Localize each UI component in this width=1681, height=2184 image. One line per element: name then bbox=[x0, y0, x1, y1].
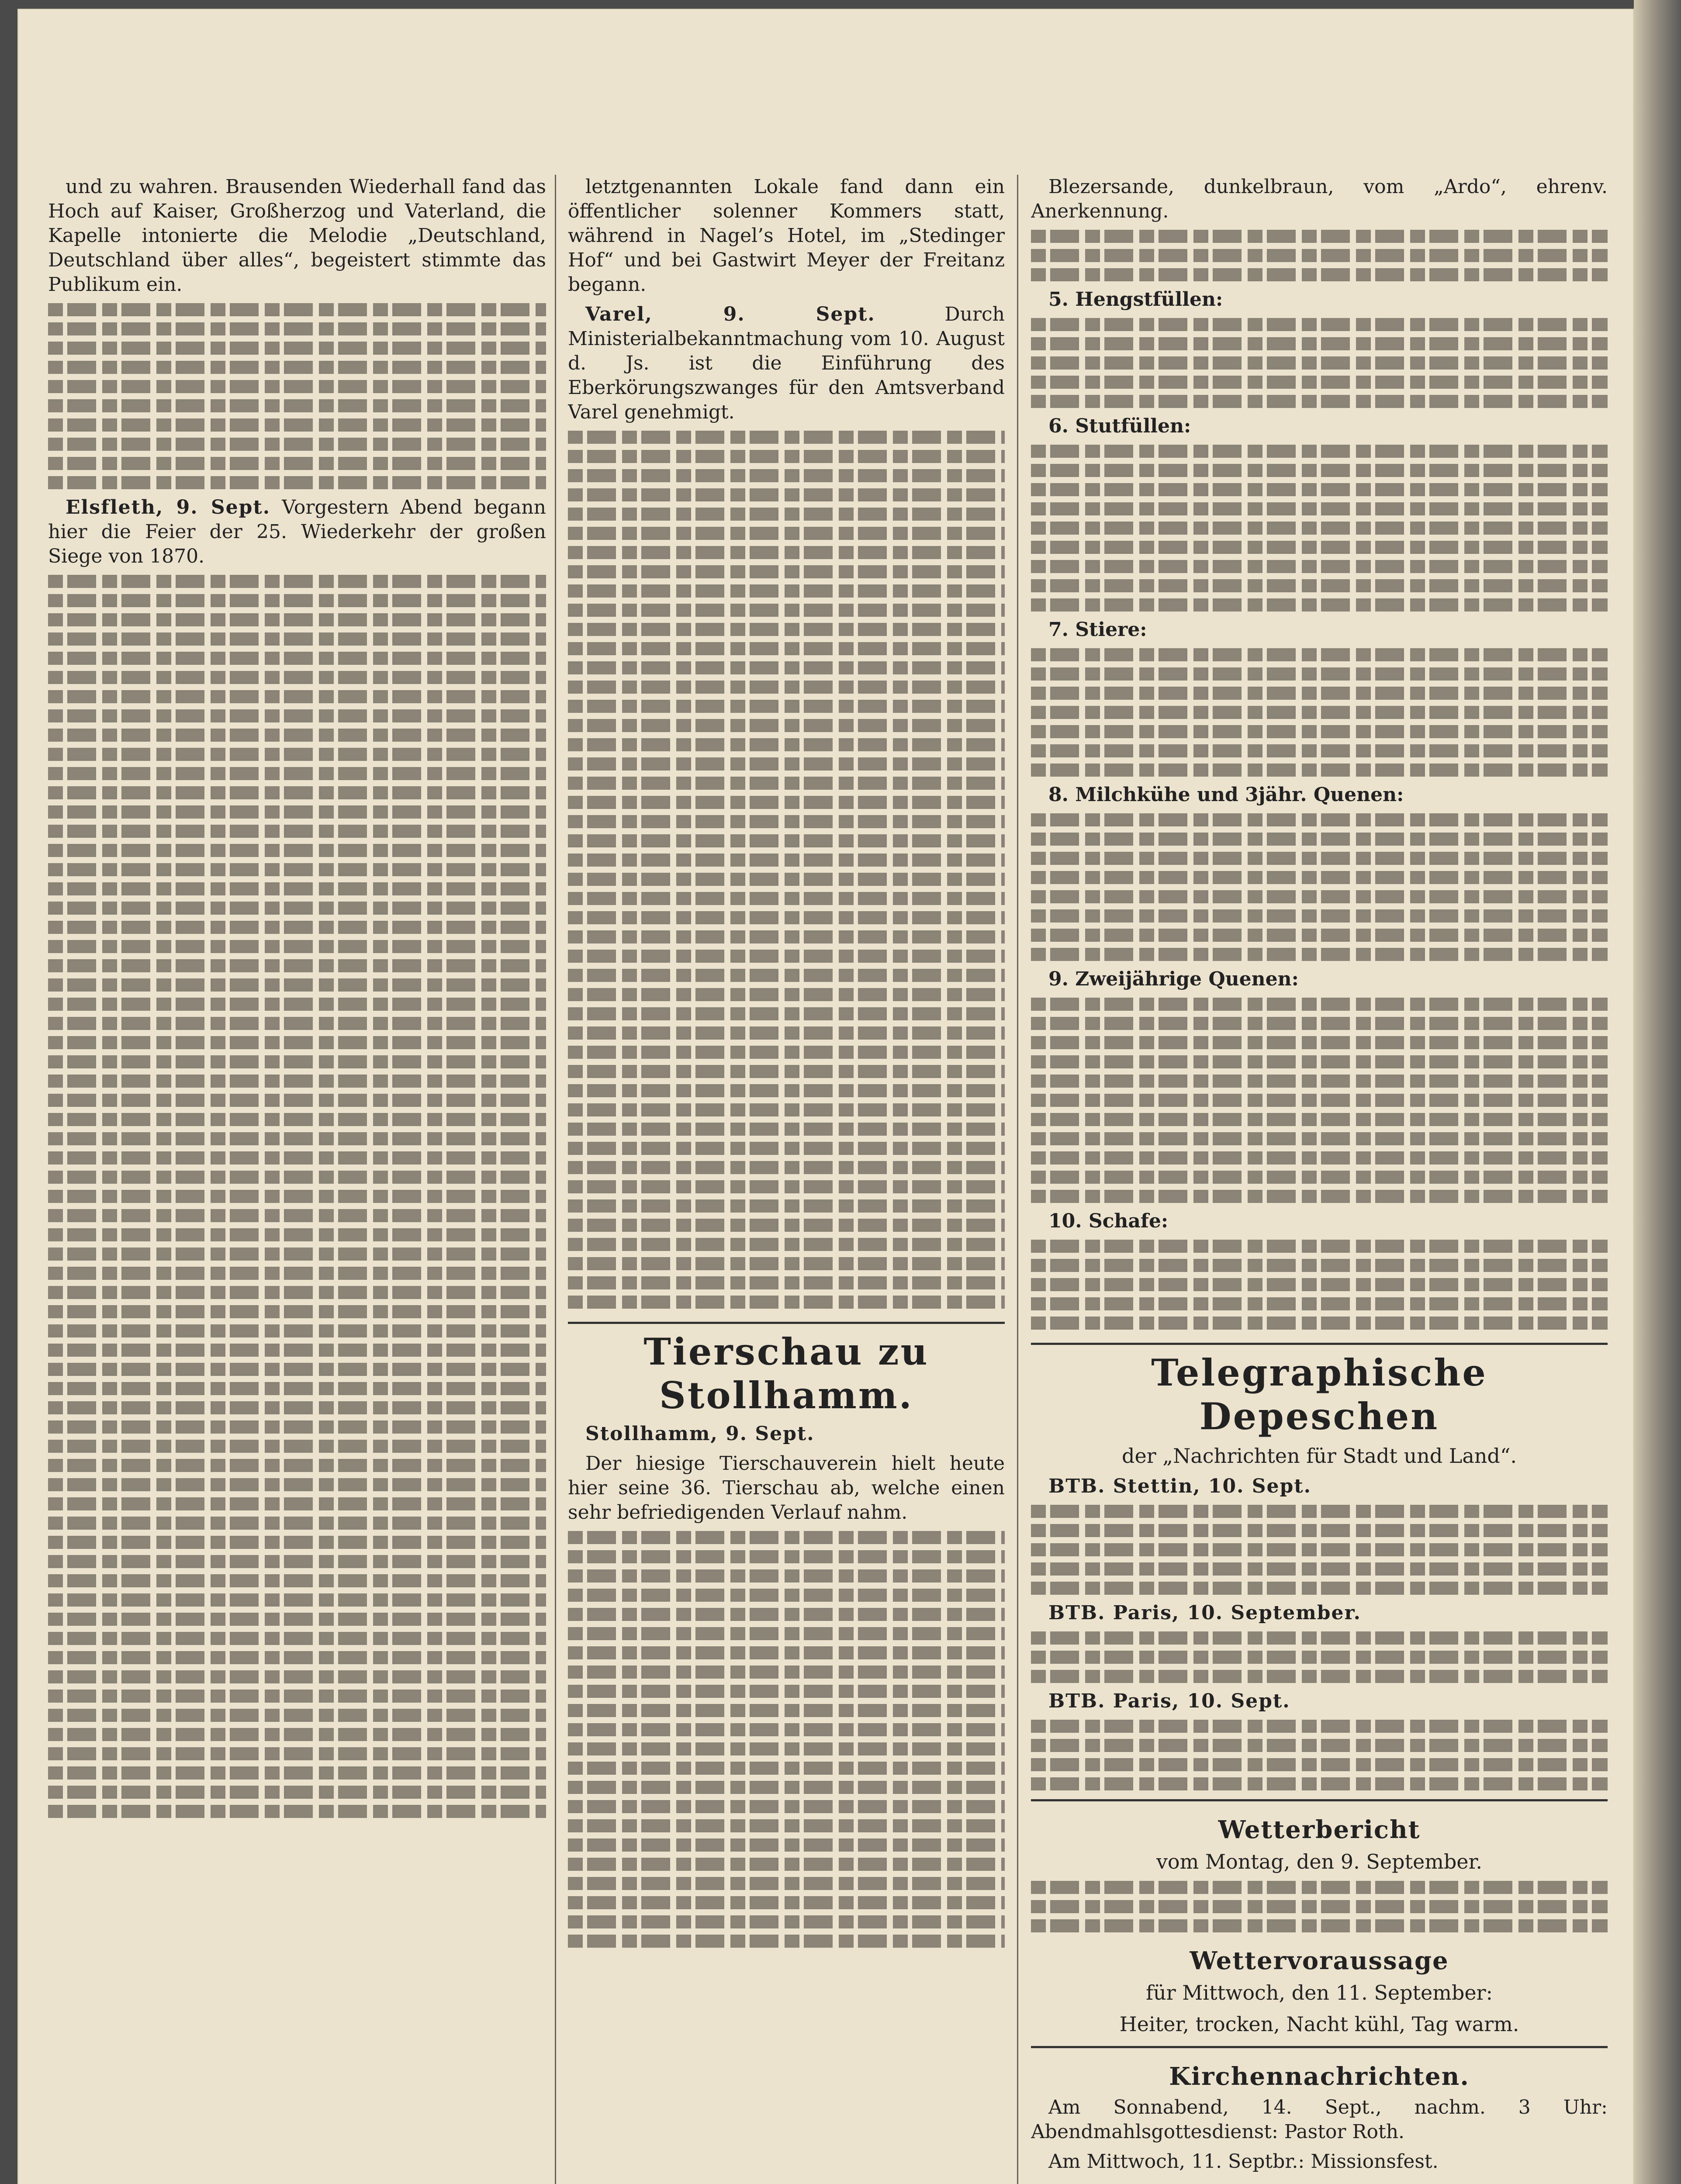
text-line bbox=[48, 1517, 546, 1530]
text-line bbox=[48, 1555, 546, 1568]
text-line bbox=[48, 805, 546, 819]
text-line bbox=[1031, 1881, 1608, 1894]
text-line bbox=[568, 527, 1005, 540]
text-line bbox=[568, 1531, 1005, 1544]
text-line bbox=[48, 1305, 546, 1318]
text-line bbox=[48, 748, 546, 761]
column-right bbox=[1031, 175, 1608, 2184]
text-line bbox=[48, 652, 546, 665]
text-line bbox=[1031, 356, 1608, 370]
text-line bbox=[568, 700, 1005, 713]
text-line bbox=[48, 786, 546, 799]
text-line bbox=[1031, 890, 1608, 903]
text-line bbox=[1031, 1055, 1608, 1068]
text-line bbox=[568, 1046, 1005, 1059]
text-line bbox=[1031, 687, 1608, 700]
text-line bbox=[48, 1593, 546, 1607]
text-line bbox=[1031, 522, 1608, 535]
text-line bbox=[568, 815, 1005, 828]
text-line bbox=[568, 604, 1005, 617]
text-line bbox=[48, 1382, 546, 1395]
text-line bbox=[568, 1007, 1005, 1020]
text-line bbox=[48, 1747, 546, 1760]
text-line bbox=[568, 1142, 1005, 1155]
text-line bbox=[1031, 1240, 1608, 1253]
text-line bbox=[568, 1257, 1005, 1270]
text-line bbox=[1031, 483, 1608, 496]
text-line bbox=[1031, 1524, 1608, 1537]
text-line bbox=[1031, 268, 1608, 281]
text-line bbox=[568, 1858, 1005, 1871]
text-line bbox=[1031, 1094, 1608, 1107]
text-line bbox=[48, 1017, 546, 1030]
text-line bbox=[48, 882, 546, 895]
text-line bbox=[568, 1238, 1005, 1251]
paragraph: Am Sonnabend, 14. Sept., nachm. 3 Uhr: Abendmahlsgottesdienst: Pastor Roth. bbox=[1031, 2096, 1608, 2143]
text-line bbox=[48, 1132, 546, 1145]
text-line bbox=[48, 959, 546, 972]
category-heading: 7. Stiere: bbox=[1048, 619, 1147, 641]
dateline: Varel, 9. Sept. bbox=[585, 303, 875, 325]
text-line bbox=[48, 1690, 546, 1703]
text-line bbox=[48, 1209, 546, 1222]
text-line bbox=[48, 438, 546, 451]
text-line bbox=[1031, 1777, 1608, 1790]
text-line bbox=[1031, 667, 1608, 681]
text-line bbox=[48, 825, 546, 838]
text-line bbox=[1031, 1017, 1608, 1030]
text-line bbox=[48, 1248, 546, 1261]
text-line bbox=[1031, 318, 1608, 331]
text-line bbox=[1031, 1036, 1608, 1049]
text-line bbox=[48, 902, 546, 915]
paragraph: Vorgestern Abend begann hier die Feier der 25. Wiederkehr der großen Siege von 1870. bbox=[48, 496, 546, 567]
text-line bbox=[48, 1728, 546, 1741]
text-line bbox=[568, 834, 1005, 847]
text-line bbox=[48, 342, 546, 355]
paragraph: und zu wahren. Brausenden Wiederhall fand das Hoch auf Kaiser, Großherzog und Vaterland, die Kapelle intonierte die Melodie „Deutschland, Deutschland über alles“, begeistert stimmte das Publikum ein. bbox=[48, 176, 546, 296]
text-line bbox=[1031, 1631, 1608, 1645]
text-line bbox=[568, 1161, 1005, 1174]
section-title: Kirchennachrichten. bbox=[1169, 2062, 1470, 2091]
text-line bbox=[1031, 764, 1608, 777]
dateline: BTB. Paris, 10. September. bbox=[1048, 1602, 1361, 1624]
text-line bbox=[48, 1401, 546, 1414]
column-rule bbox=[1017, 175, 1018, 2184]
text-line bbox=[1031, 948, 1608, 961]
text-line bbox=[568, 719, 1005, 732]
text-line bbox=[48, 1670, 546, 1683]
text-line bbox=[48, 1228, 546, 1241]
text-line bbox=[48, 1151, 546, 1165]
text-line bbox=[568, 1685, 1005, 1698]
text-line bbox=[48, 1497, 546, 1510]
text-line bbox=[1031, 598, 1608, 612]
text-line bbox=[1031, 1297, 1608, 1310]
text-line bbox=[568, 930, 1005, 943]
section-subtitle: der „Nachrichten für Stadt und Land“. bbox=[1122, 1444, 1517, 1468]
text-line bbox=[48, 632, 546, 646]
text-line bbox=[568, 469, 1005, 482]
text-line bbox=[1031, 1582, 1608, 1595]
text-line bbox=[1031, 579, 1608, 592]
text-line bbox=[1031, 1113, 1608, 1126]
text-line bbox=[48, 690, 546, 703]
text-line bbox=[48, 1709, 546, 1722]
text-line bbox=[1031, 813, 1608, 826]
text-line bbox=[48, 1171, 546, 1184]
text-line bbox=[1031, 1151, 1608, 1165]
text-line bbox=[568, 565, 1005, 578]
text-line bbox=[1031, 706, 1608, 719]
section-title: Telegraphische Depeschen bbox=[1031, 1343, 1608, 1438]
text-line bbox=[48, 1344, 546, 1357]
text-line bbox=[568, 1646, 1005, 1659]
section-subtitle: vom Montag, den 9. September. bbox=[1156, 1850, 1483, 1873]
text-line bbox=[568, 488, 1005, 501]
text-line bbox=[568, 873, 1005, 886]
text-line bbox=[1031, 1505, 1608, 1518]
text-line bbox=[1031, 1543, 1608, 1556]
text-line bbox=[48, 978, 546, 992]
dateline: BTB. Paris, 10. Sept. bbox=[1048, 1690, 1290, 1712]
text-line bbox=[568, 431, 1005, 444]
text-line bbox=[48, 361, 546, 374]
text-line bbox=[48, 1055, 546, 1068]
text-line bbox=[568, 757, 1005, 771]
text-line bbox=[48, 1267, 546, 1280]
text-line bbox=[568, 1084, 1005, 1097]
text-line bbox=[568, 988, 1005, 1001]
text-line bbox=[568, 1838, 1005, 1852]
text-line bbox=[1031, 744, 1608, 757]
text-line bbox=[568, 1276, 1005, 1289]
text-line bbox=[48, 575, 546, 588]
text-line bbox=[48, 729, 546, 742]
dateline: BTB. Stettin, 10. Sept. bbox=[1048, 1475, 1311, 1497]
text-line bbox=[48, 1075, 546, 1088]
text-line bbox=[1031, 998, 1608, 1011]
text-line bbox=[48, 1786, 546, 1799]
text-line bbox=[48, 1094, 546, 1107]
text-line bbox=[1031, 1278, 1608, 1291]
text-line bbox=[568, 623, 1005, 636]
page-edge-shadow bbox=[1634, 0, 1681, 2184]
text-line bbox=[1031, 376, 1608, 389]
text-line bbox=[48, 1805, 546, 1818]
text-line bbox=[48, 1613, 546, 1626]
text-line bbox=[1031, 1317, 1608, 1330]
text-line bbox=[1031, 852, 1608, 865]
text-line bbox=[568, 1589, 1005, 1602]
category-heading: 6. Stutfüllen: bbox=[1048, 415, 1191, 437]
text-line bbox=[568, 1762, 1005, 1775]
newspaper-page bbox=[17, 9, 1634, 2184]
text-line bbox=[568, 508, 1005, 521]
text-line bbox=[48, 863, 546, 876]
text-line bbox=[48, 594, 546, 607]
text-line bbox=[48, 1113, 546, 1126]
text-line bbox=[568, 546, 1005, 559]
category-heading: 9. Zweijährige Quenen: bbox=[1048, 968, 1299, 990]
text-line bbox=[1031, 1132, 1608, 1145]
paragraph: letztgenannten Lokale fand dann ein öffentlicher solenner Kommers statt, während in Nagel’s Hotel, im „Stedinger Hof“ und bei Gastwirt Meyer der Freitanz begann. bbox=[568, 176, 1005, 296]
paragraph: Am Mittwoch, 11. Septbr.: Missionsfest. bbox=[1048, 2150, 1439, 2173]
text-line bbox=[48, 1286, 546, 1299]
text-line bbox=[568, 738, 1005, 751]
text-line bbox=[568, 796, 1005, 809]
text-line bbox=[568, 1103, 1005, 1116]
text-line bbox=[568, 1296, 1005, 1309]
column-middle bbox=[568, 175, 1005, 2184]
section-subtitle: für Mittwoch, den 11. September: bbox=[1145, 1981, 1493, 2004]
category-heading: 5. Hengstfüllen: bbox=[1048, 288, 1223, 311]
text-line bbox=[1031, 725, 1608, 738]
section-divider bbox=[1031, 2046, 1608, 2048]
text-line bbox=[568, 1123, 1005, 1136]
text-line bbox=[568, 642, 1005, 655]
text-line bbox=[1031, 230, 1608, 243]
text-line bbox=[568, 1781, 1005, 1794]
text-line bbox=[1031, 1919, 1608, 1932]
text-line bbox=[568, 1877, 1005, 1890]
text-line bbox=[1031, 1190, 1608, 1203]
text-line bbox=[568, 1915, 1005, 1928]
text-line bbox=[1031, 871, 1608, 884]
text-line bbox=[1031, 1171, 1608, 1184]
text-line bbox=[48, 1190, 546, 1203]
section-divider bbox=[1031, 1799, 1608, 1801]
text-line bbox=[48, 1324, 546, 1337]
text-line bbox=[48, 1420, 546, 1434]
column-rule bbox=[555, 175, 556, 2184]
text-line bbox=[568, 1819, 1005, 1832]
section-title: Wetterbericht bbox=[1218, 1815, 1421, 1844]
section-title: Wettervoraussage bbox=[1190, 1946, 1449, 1975]
paragraph: Durch Ministerialbekanntmachung vom 10. August d. Js. ist die Einführung des Eberkörungszwanges für den Amtsverband Varel genehmigt. bbox=[568, 303, 1005, 423]
text-line bbox=[568, 1742, 1005, 1755]
text-line bbox=[48, 1651, 546, 1664]
text-line bbox=[568, 1065, 1005, 1078]
text-line bbox=[48, 322, 546, 335]
category-heading: 8. Milchkühe und 3jähr. Quenen: bbox=[1048, 784, 1404, 806]
text-line bbox=[568, 911, 1005, 924]
text-line bbox=[48, 418, 546, 432]
paragraph: Blezersande, dunkelbraun, vom „Ardo“, ehrenv. Anerkennung. bbox=[1031, 176, 1608, 222]
text-line bbox=[48, 457, 546, 470]
text-line bbox=[568, 1627, 1005, 1640]
paragraph: Der hiesige Tierschauverein hielt heute hier seine 36. Tierschau ab, welche einen sehr befriedigenden Verlauf nahm. bbox=[568, 1452, 1005, 1524]
text-line bbox=[568, 1935, 1005, 1948]
section-title: Tierschau zu Stollhamm. bbox=[568, 1322, 1005, 1417]
text-line bbox=[568, 854, 1005, 867]
text-line bbox=[568, 1704, 1005, 1717]
text-line bbox=[48, 1536, 546, 1549]
text-line bbox=[568, 1026, 1005, 1040]
dateline: Elsfleth, 9. Sept. bbox=[66, 496, 271, 518]
text-line bbox=[1031, 929, 1608, 942]
text-line bbox=[568, 1800, 1005, 1813]
text-line bbox=[568, 681, 1005, 694]
text-line bbox=[568, 661, 1005, 674]
text-line bbox=[48, 709, 546, 722]
text-line bbox=[48, 1632, 546, 1645]
text-line bbox=[48, 1036, 546, 1049]
text-line bbox=[48, 940, 546, 953]
text-line bbox=[1031, 648, 1608, 661]
text-line bbox=[568, 969, 1005, 982]
text-line bbox=[568, 1180, 1005, 1193]
text-line bbox=[1031, 1758, 1608, 1771]
text-line bbox=[1031, 1259, 1608, 1272]
text-line bbox=[1031, 1075, 1608, 1088]
text-line bbox=[48, 613, 546, 626]
text-line bbox=[568, 1550, 1005, 1563]
text-line bbox=[568, 1608, 1005, 1621]
text-line bbox=[48, 921, 546, 934]
column-left bbox=[48, 175, 546, 2184]
text-line bbox=[48, 303, 546, 316]
text-line bbox=[48, 1574, 546, 1587]
text-line bbox=[1031, 909, 1608, 923]
text-line bbox=[568, 1219, 1005, 1232]
text-line bbox=[48, 671, 546, 684]
text-line bbox=[1031, 560, 1608, 573]
text-line bbox=[1031, 1562, 1608, 1576]
dateline: Stollhamm, 9. Sept. bbox=[585, 1423, 815, 1445]
text-line bbox=[1031, 249, 1608, 262]
text-line bbox=[1031, 1651, 1608, 1664]
text-line bbox=[1031, 464, 1608, 477]
text-line bbox=[48, 1478, 546, 1491]
text-line bbox=[1031, 833, 1608, 846]
text-line bbox=[568, 1199, 1005, 1213]
text-line bbox=[48, 399, 546, 412]
text-line bbox=[1031, 502, 1608, 515]
text-line bbox=[48, 844, 546, 857]
text-line bbox=[1031, 395, 1608, 408]
text-line bbox=[1031, 1720, 1608, 1733]
text-line bbox=[568, 892, 1005, 905]
text-line bbox=[48, 380, 546, 393]
text-line bbox=[48, 1363, 546, 1376]
text-line bbox=[48, 1459, 546, 1472]
text-line bbox=[48, 998, 546, 1011]
text-line bbox=[568, 450, 1005, 463]
text-line bbox=[568, 950, 1005, 963]
text-line bbox=[48, 476, 546, 489]
text-line bbox=[568, 1723, 1005, 1736]
text-line bbox=[568, 584, 1005, 598]
text-line bbox=[1031, 1670, 1608, 1683]
text-line bbox=[48, 1440, 546, 1453]
text-line bbox=[1031, 1900, 1608, 1913]
text-line bbox=[1031, 541, 1608, 554]
forecast-text: Heiter, trocken, Nacht kühl, Tag warm. bbox=[1119, 2012, 1519, 2036]
text-line bbox=[568, 1569, 1005, 1583]
text-line bbox=[48, 767, 546, 780]
text-line bbox=[1031, 445, 1608, 458]
text-line bbox=[1031, 1739, 1608, 1752]
text-line bbox=[1031, 337, 1608, 350]
text-line bbox=[568, 777, 1005, 790]
text-line bbox=[48, 1766, 546, 1780]
text-line bbox=[568, 1666, 1005, 1679]
text-line bbox=[568, 1896, 1005, 1909]
category-heading: 10. Schafe: bbox=[1048, 1210, 1169, 1232]
